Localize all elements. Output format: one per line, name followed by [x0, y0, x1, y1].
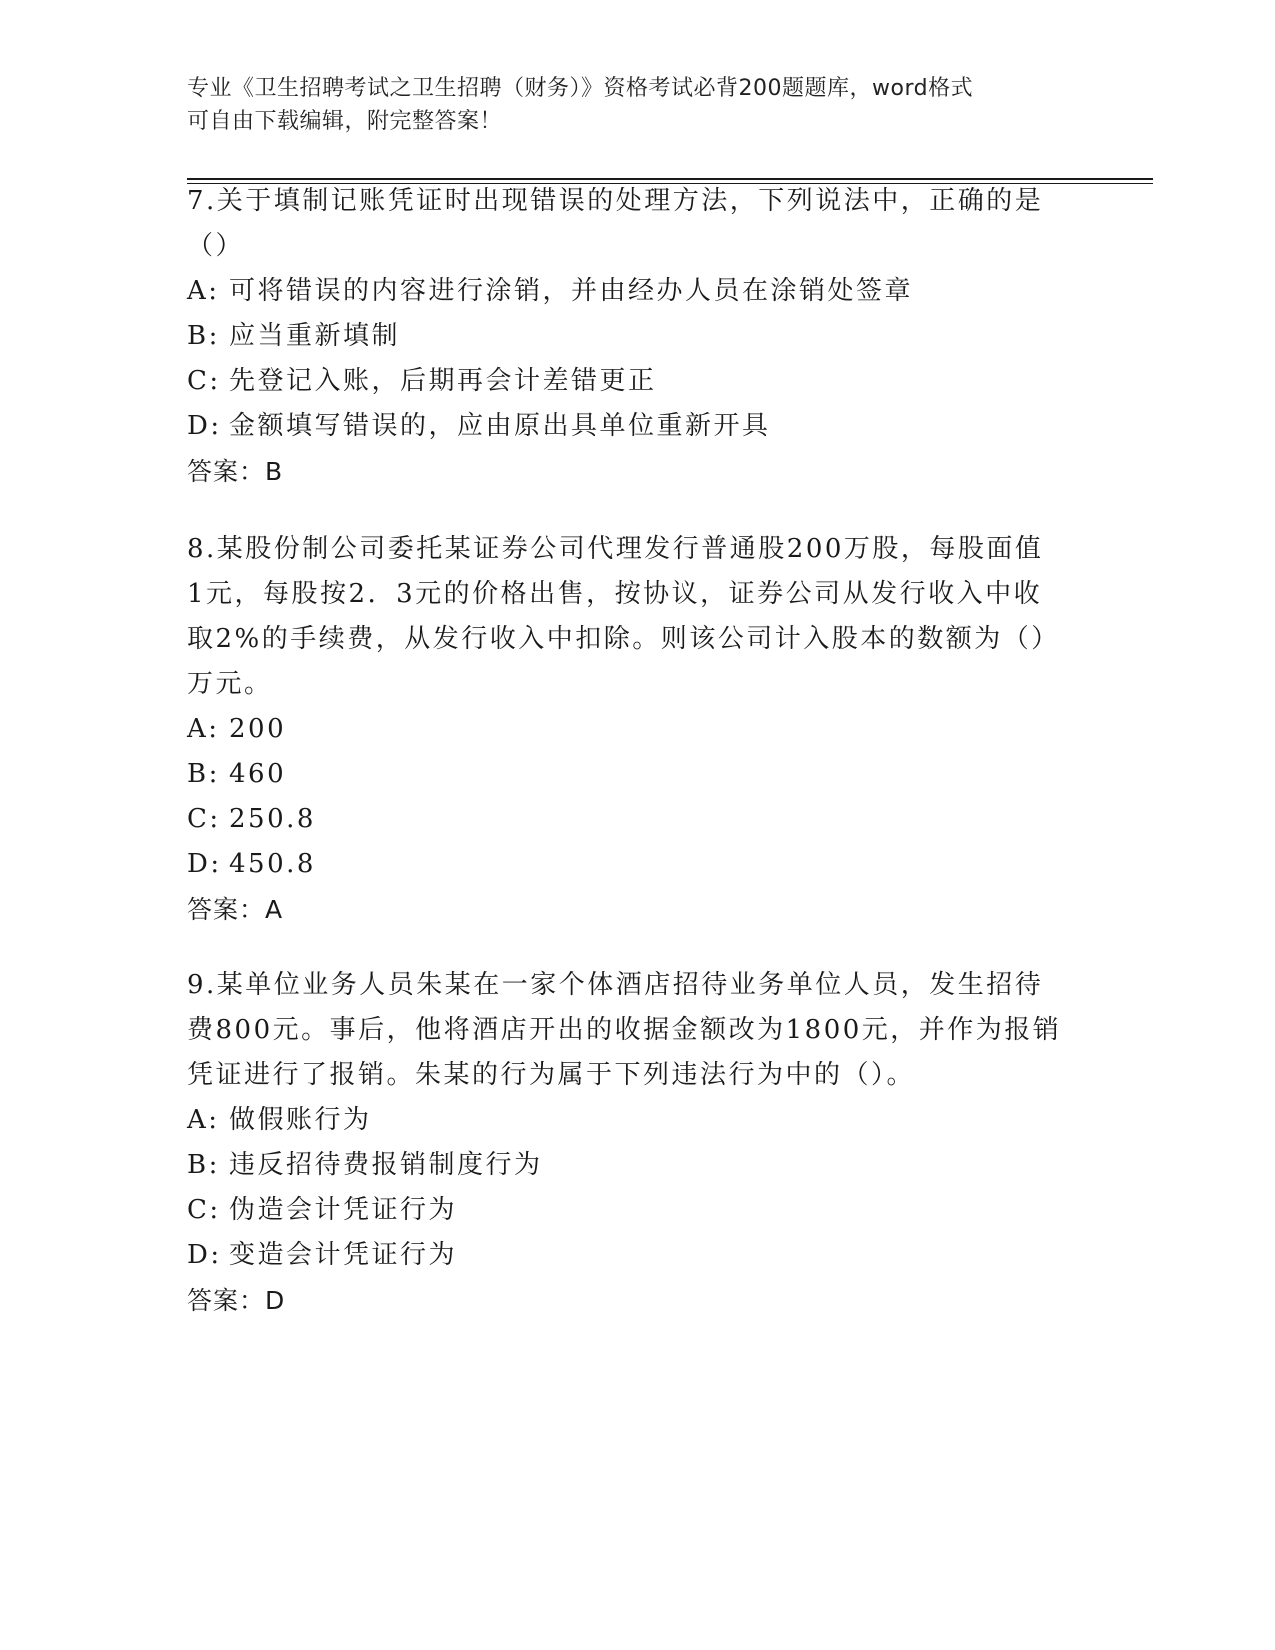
option-label: B:	[187, 1150, 220, 1180]
option-c	[187, 797, 1067, 842]
option-d	[187, 404, 1067, 449]
answer-line: 答案：A	[187, 895, 284, 924]
option-text: 250.8	[229, 804, 316, 834]
option-text: 200	[229, 714, 287, 744]
header-line-2: 可自由下载编辑，附完整答案！	[187, 109, 503, 134]
option-a	[187, 1098, 1067, 1143]
option-text: 变造会计凭证行为	[229, 1240, 458, 1270]
option-text: 可将错误的内容进行涂销，并由经办人员在涂销处签章	[229, 276, 914, 306]
option-label: B:	[187, 759, 220, 789]
option-text: 450.8	[229, 849, 316, 879]
option-d	[187, 1233, 1067, 1278]
option-text: 应当重新填制	[229, 321, 401, 351]
answer-line: 答案：B	[187, 457, 284, 486]
question-stem-line: 取2%的手续费，从发行收入中扣除。则该公司计入股本的数额为（）	[187, 624, 1060, 654]
answer-line: 答案：D	[187, 1286, 286, 1315]
option-text: 做假账行为	[229, 1105, 372, 1135]
option-b	[187, 314, 1067, 359]
question-stem-line: 9.某单位业务人员朱某在一家个体酒店招待业务单位人员，发生招待	[187, 970, 1044, 1000]
option-text: 先登记入账，后期再会计差错更正	[229, 366, 657, 396]
question-stem-line: 凭证进行了报销。朱某的行为属于下列违法行为中的（）。	[187, 1060, 916, 1090]
option-label: C:	[187, 1195, 221, 1225]
option-label: D:	[187, 1240, 222, 1270]
option-d	[187, 842, 1067, 887]
option-label: A:	[187, 276, 220, 306]
option-a	[187, 707, 1067, 752]
option-label: C:	[187, 366, 221, 396]
option-label: D:	[187, 411, 222, 441]
option-label: D:	[187, 849, 222, 879]
question-8	[187, 527, 1067, 933]
option-label: B:	[187, 321, 220, 351]
question-stem-line: 8.某股份制公司委托某证券公司代理发行普通股200万股，每股面值	[187, 534, 1044, 564]
option-text: 伪造会计凭证行为	[229, 1195, 458, 1225]
option-b	[187, 752, 1067, 797]
question-stem-line: 费800元。事后，他将酒店开出的收据金额改为1800元，并作为报销	[187, 1015, 1062, 1045]
option-text: 460	[229, 759, 287, 789]
question-stem-line: （）	[187, 231, 245, 261]
option-a	[187, 269, 1067, 314]
question-stem-line: 7.关于填制记账凭证时出现错误的处理方法，下列说法中，正确的是	[187, 186, 1044, 216]
question-9	[187, 963, 1067, 1324]
header-line-1: 专业《卫生招聘考试之卫生招聘（财务）》资格考试必背200题题库，word格式	[187, 76, 974, 101]
question-stem-line: 万元。	[187, 669, 273, 699]
option-b	[187, 1143, 1067, 1188]
question-7	[187, 179, 1067, 495]
option-text: 违反招待费报销制度行为	[229, 1150, 543, 1180]
option-label: C:	[187, 804, 221, 834]
question-stem-line: 1元，每股按2．3元的价格出售，按协议，证券公司从发行收入中收	[187, 579, 1043, 609]
option-text: 金额填写错误的，应由原出具单位重新开具	[229, 411, 771, 441]
option-label: A:	[187, 1105, 220, 1135]
option-c	[187, 1188, 1067, 1233]
document-header	[187, 72, 1067, 138]
option-c	[187, 359, 1067, 404]
option-label: A:	[187, 714, 220, 744]
